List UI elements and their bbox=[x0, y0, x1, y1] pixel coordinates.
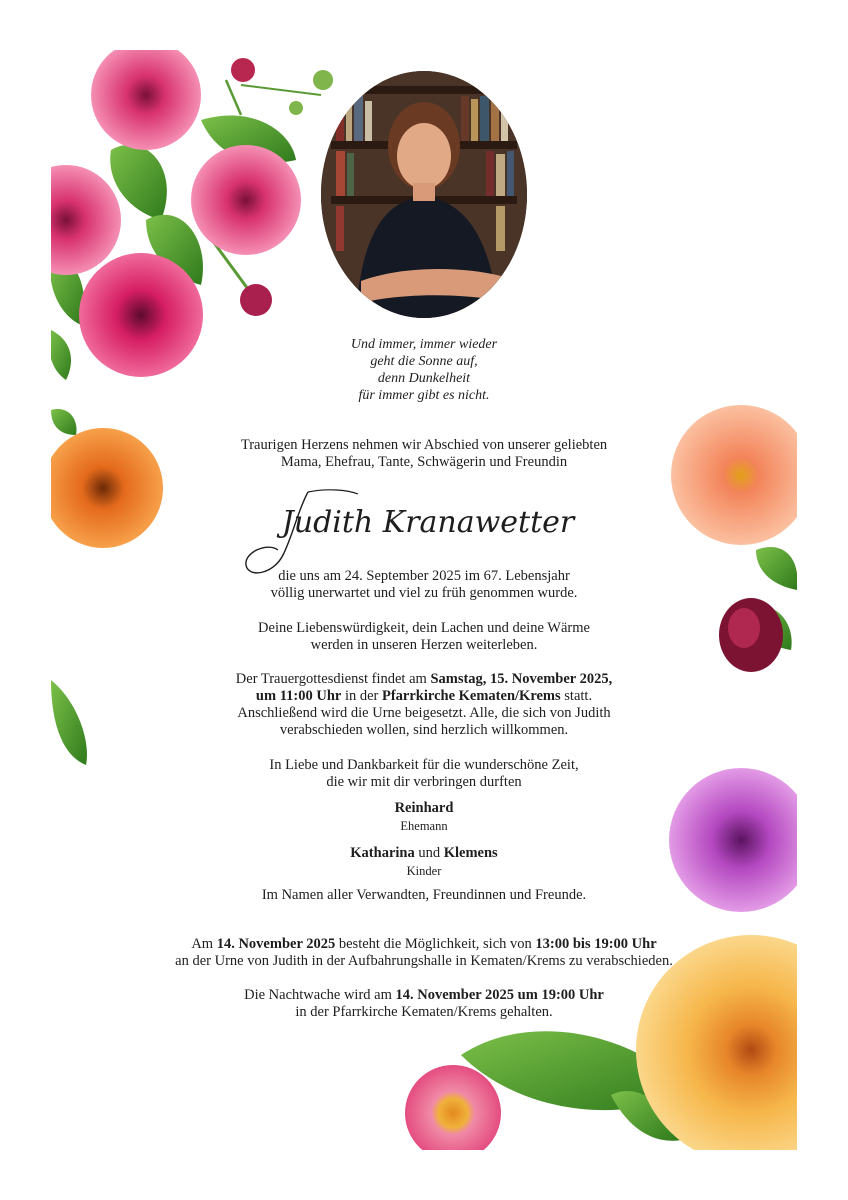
mourner-role: Kinder bbox=[406, 864, 442, 878]
viewing-date: 14. November 2025 bbox=[216, 936, 336, 952]
child-name: Klemens bbox=[443, 845, 498, 861]
spouse-name: Reinhard bbox=[394, 800, 454, 816]
poem-line: Und immer, immer wieder bbox=[350, 337, 498, 352]
vigil-text: Die Nachtwache wird am bbox=[244, 987, 396, 1003]
portrait-photo bbox=[321, 71, 527, 318]
viewing-text: Am bbox=[191, 936, 217, 952]
service-location: Pfarrkirche Kematen/Krems bbox=[382, 688, 561, 704]
tribute-line: werden in unseren Herzen weiterleben. bbox=[310, 637, 538, 653]
viewing-line bbox=[0, 936, 848, 953]
death-info-line: die uns am 24. September 2025 im 67. Lebensjahr bbox=[278, 568, 570, 584]
child-name: Katharina bbox=[350, 845, 415, 861]
death-info-line: völlig unerwartet und viel zu früh genommen wurde. bbox=[270, 585, 578, 601]
mourner-name bbox=[0, 800, 848, 817]
intro-line: Traurigen Herzens nehmen wir Abschied von unserer geliebten bbox=[240, 437, 608, 453]
vigil-line bbox=[0, 987, 848, 1004]
service-line bbox=[0, 671, 848, 688]
viewing-text: besteht die Möglichkeit, sich von bbox=[335, 936, 536, 952]
service-text: statt. bbox=[560, 688, 593, 704]
poem-line: denn Dunkelheit bbox=[377, 371, 471, 386]
poem-line: geht die Sonne auf, bbox=[370, 354, 478, 369]
service-text: Der Trauergottesdienst findet am bbox=[235, 671, 431, 687]
mourners-others: Im Namen aller Verwandten, Freundinnen und Freunde. bbox=[261, 887, 587, 903]
service-line: Anschließend wird die Urne beigesetzt. Alle, die sich von Judith bbox=[237, 705, 611, 721]
poem-line: für immer gibt es nicht. bbox=[358, 388, 490, 403]
service-line: verabschieden wollen, sind herzlich willkommen. bbox=[279, 722, 569, 738]
gratitude-line: In Liebe und Dankbarkeit für die wunderschöne Zeit, bbox=[269, 757, 579, 773]
portrait-image bbox=[321, 71, 527, 318]
tribute-line: Deine Liebenswürdigkeit, dein Lachen und deine Wärme bbox=[258, 620, 590, 636]
service-time: um 11:00 Uhr bbox=[255, 688, 342, 704]
gratitude-line: die wir mit dir verbringen durften bbox=[326, 774, 522, 790]
mourner-role: Ehemann bbox=[400, 819, 448, 833]
viewing-line: an der Urne von Judith in der Aufbahrungshalle in Kematen/Krems zu verabschieden. bbox=[175, 953, 673, 969]
service-text: in der bbox=[341, 688, 382, 704]
conjunction: und bbox=[414, 845, 444, 861]
service-date: Samstag, 15. November 2025, bbox=[430, 671, 613, 687]
deceased-name: Judith Kranawetter bbox=[281, 505, 575, 540]
mourner-name bbox=[0, 845, 848, 862]
service-line bbox=[0, 688, 848, 705]
name-signature bbox=[238, 480, 618, 580]
vigil-line: in der Pfarrkirche Kematen/Krems gehalten. bbox=[295, 1004, 553, 1020]
vigil-datetime: 14. November 2025 um 19:00 Uhr bbox=[395, 987, 604, 1003]
viewing-time: 13:00 bis 19:00 Uhr bbox=[535, 936, 657, 952]
intro-line: Mama, Ehefrau, Tante, Schwägerin und Freundin bbox=[280, 454, 568, 470]
